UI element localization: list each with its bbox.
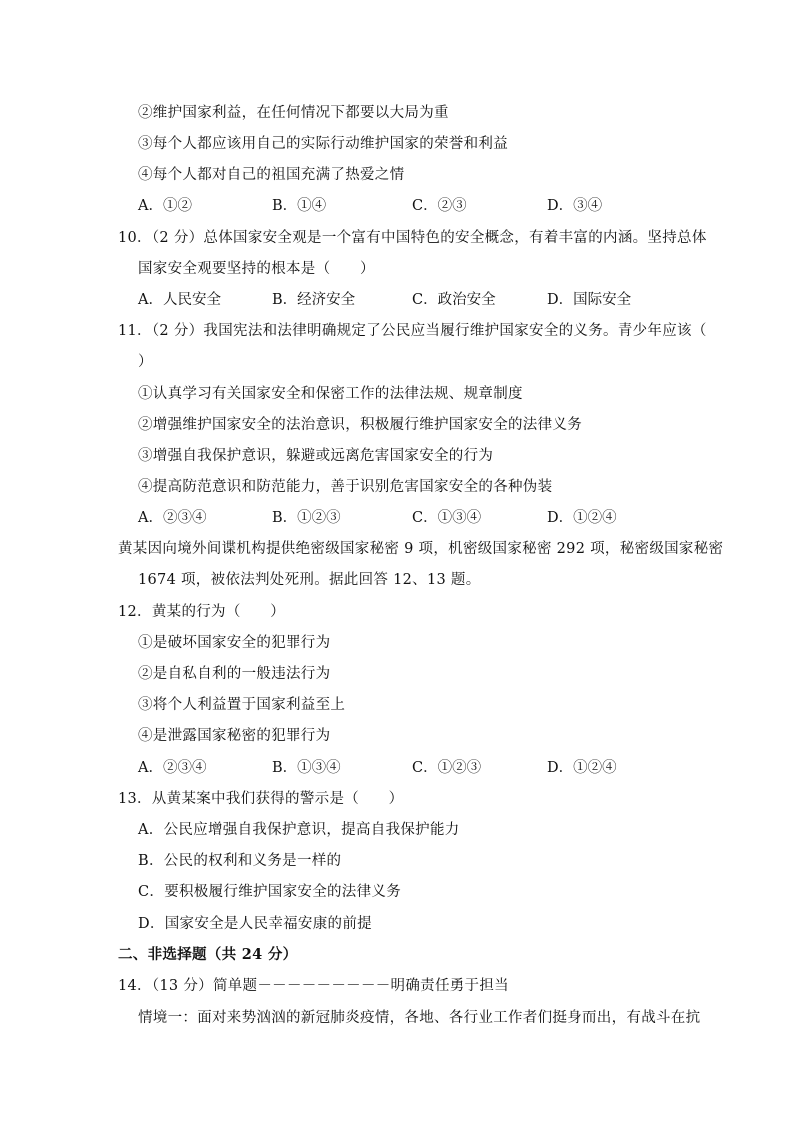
q10-option-a: A．人民安全 xyxy=(138,292,221,308)
q11-stem-line2: ） xyxy=(138,354,153,370)
q11-option-b: B．①②③ xyxy=(272,510,341,526)
q11-option-d: D．①②④ xyxy=(547,510,617,526)
q11-item-4: ④提高防范意识和防范能力，善于识别危害国家安全的各种伪装 xyxy=(138,479,553,495)
q13-option-b: B．公民的权利和义务是一样的 xyxy=(138,853,342,869)
q14-scenario-line1: 情境一：面对来势汹汹的新冠肺炎疫情，各地、各行业工作者们挺身而出，有战斗在抗 xyxy=(138,1010,701,1026)
q13-option-c: C．要积极履行维护国家安全的法律义务 xyxy=(138,884,401,900)
q9-item-4: ④每个人都对自己的祖国充满了热爱之情 xyxy=(138,167,405,183)
section-title-nonchoice: 二、非选择题（共 24 分） xyxy=(118,946,298,963)
q10-stem-line2: 国家安全观要坚持的根本是（ ） xyxy=(138,261,375,277)
q11-option-a: A．②③④ xyxy=(138,510,207,526)
q14-stem-line1: 14．（13 分）简单题－－－－－－－－－明确责任勇于担当 xyxy=(118,978,509,994)
q9-option-c: C．②③ xyxy=(412,198,467,214)
q12-item-4: ④是泄露国家秘密的犯罪行为 xyxy=(138,728,331,744)
q10-option-d: D．国际安全 xyxy=(547,292,632,308)
q12-option-c: C．①②③ xyxy=(412,760,482,776)
q12-option-b: B．①③④ xyxy=(272,760,341,776)
q9-item-2: ②维护国家利益，在任何情况下都要以大局为重 xyxy=(138,105,449,121)
q12-item-3: ③将个人利益置于国家利益至上 xyxy=(138,697,346,713)
material-line2: 1674 项，被依法判处死刑。据此回答 12、13 题。 xyxy=(138,572,481,588)
q11-item-2: ②增强维护国家安全的法治意识，积极履行维护国家安全的法律义务 xyxy=(138,417,582,433)
q12-item-2: ②是自私自利的一般违法行为 xyxy=(138,666,331,682)
q9-item-3: ③每个人都应该用自己的实际行动维护国家的荣誉和利益 xyxy=(138,136,508,152)
q12-stem: 12．黄某的行为（ ） xyxy=(118,604,286,620)
q13-stem: 13．从黄某案中我们获得的警示是（ ） xyxy=(118,791,404,807)
q9-option-d: D．③④ xyxy=(547,198,603,214)
q13-option-a: A．公民应增强自我保护意识，提高自我保护能力 xyxy=(138,822,460,838)
q11-item-1: ①认真学习有关国家安全和保密工作的法律法规、规章制度 xyxy=(138,386,523,402)
q12-option-d: D．①②④ xyxy=(547,760,617,776)
q10-option-b: B．经济安全 xyxy=(272,292,356,308)
q11-item-3: ③增强自我保护意识，躲避或远离危害国家安全的行为 xyxy=(138,448,494,464)
q11-stem-line1: 11．（2 分）我国宪法和法律明确规定了公民应当履行维护国家安全的义务。青少年应该（ xyxy=(118,323,707,339)
q12-option-a: A．②③④ xyxy=(138,760,207,776)
q11-option-c: C．①③④ xyxy=(412,510,482,526)
q13-option-d: D．国家安全是人民幸福安康的前提 xyxy=(138,916,372,932)
material-line1: 黄某因向境外间谍机构提供绝密级国家秘密 9 项，机密级国家秘密 292 项，秘密级国家秘密 xyxy=(118,541,724,557)
q10-option-c: C．政治安全 xyxy=(412,292,496,308)
q12-item-1: ①是破坏国家安全的犯罪行为 xyxy=(138,635,331,651)
q9-option-a: A．①② xyxy=(138,198,192,214)
q10-stem-line1: 10．（2 分）总体国家安全观是一个富有中国特色的安全概念，有着丰富的内涵。坚持总体 xyxy=(118,230,707,246)
q9-option-b: B．①④ xyxy=(272,198,327,214)
